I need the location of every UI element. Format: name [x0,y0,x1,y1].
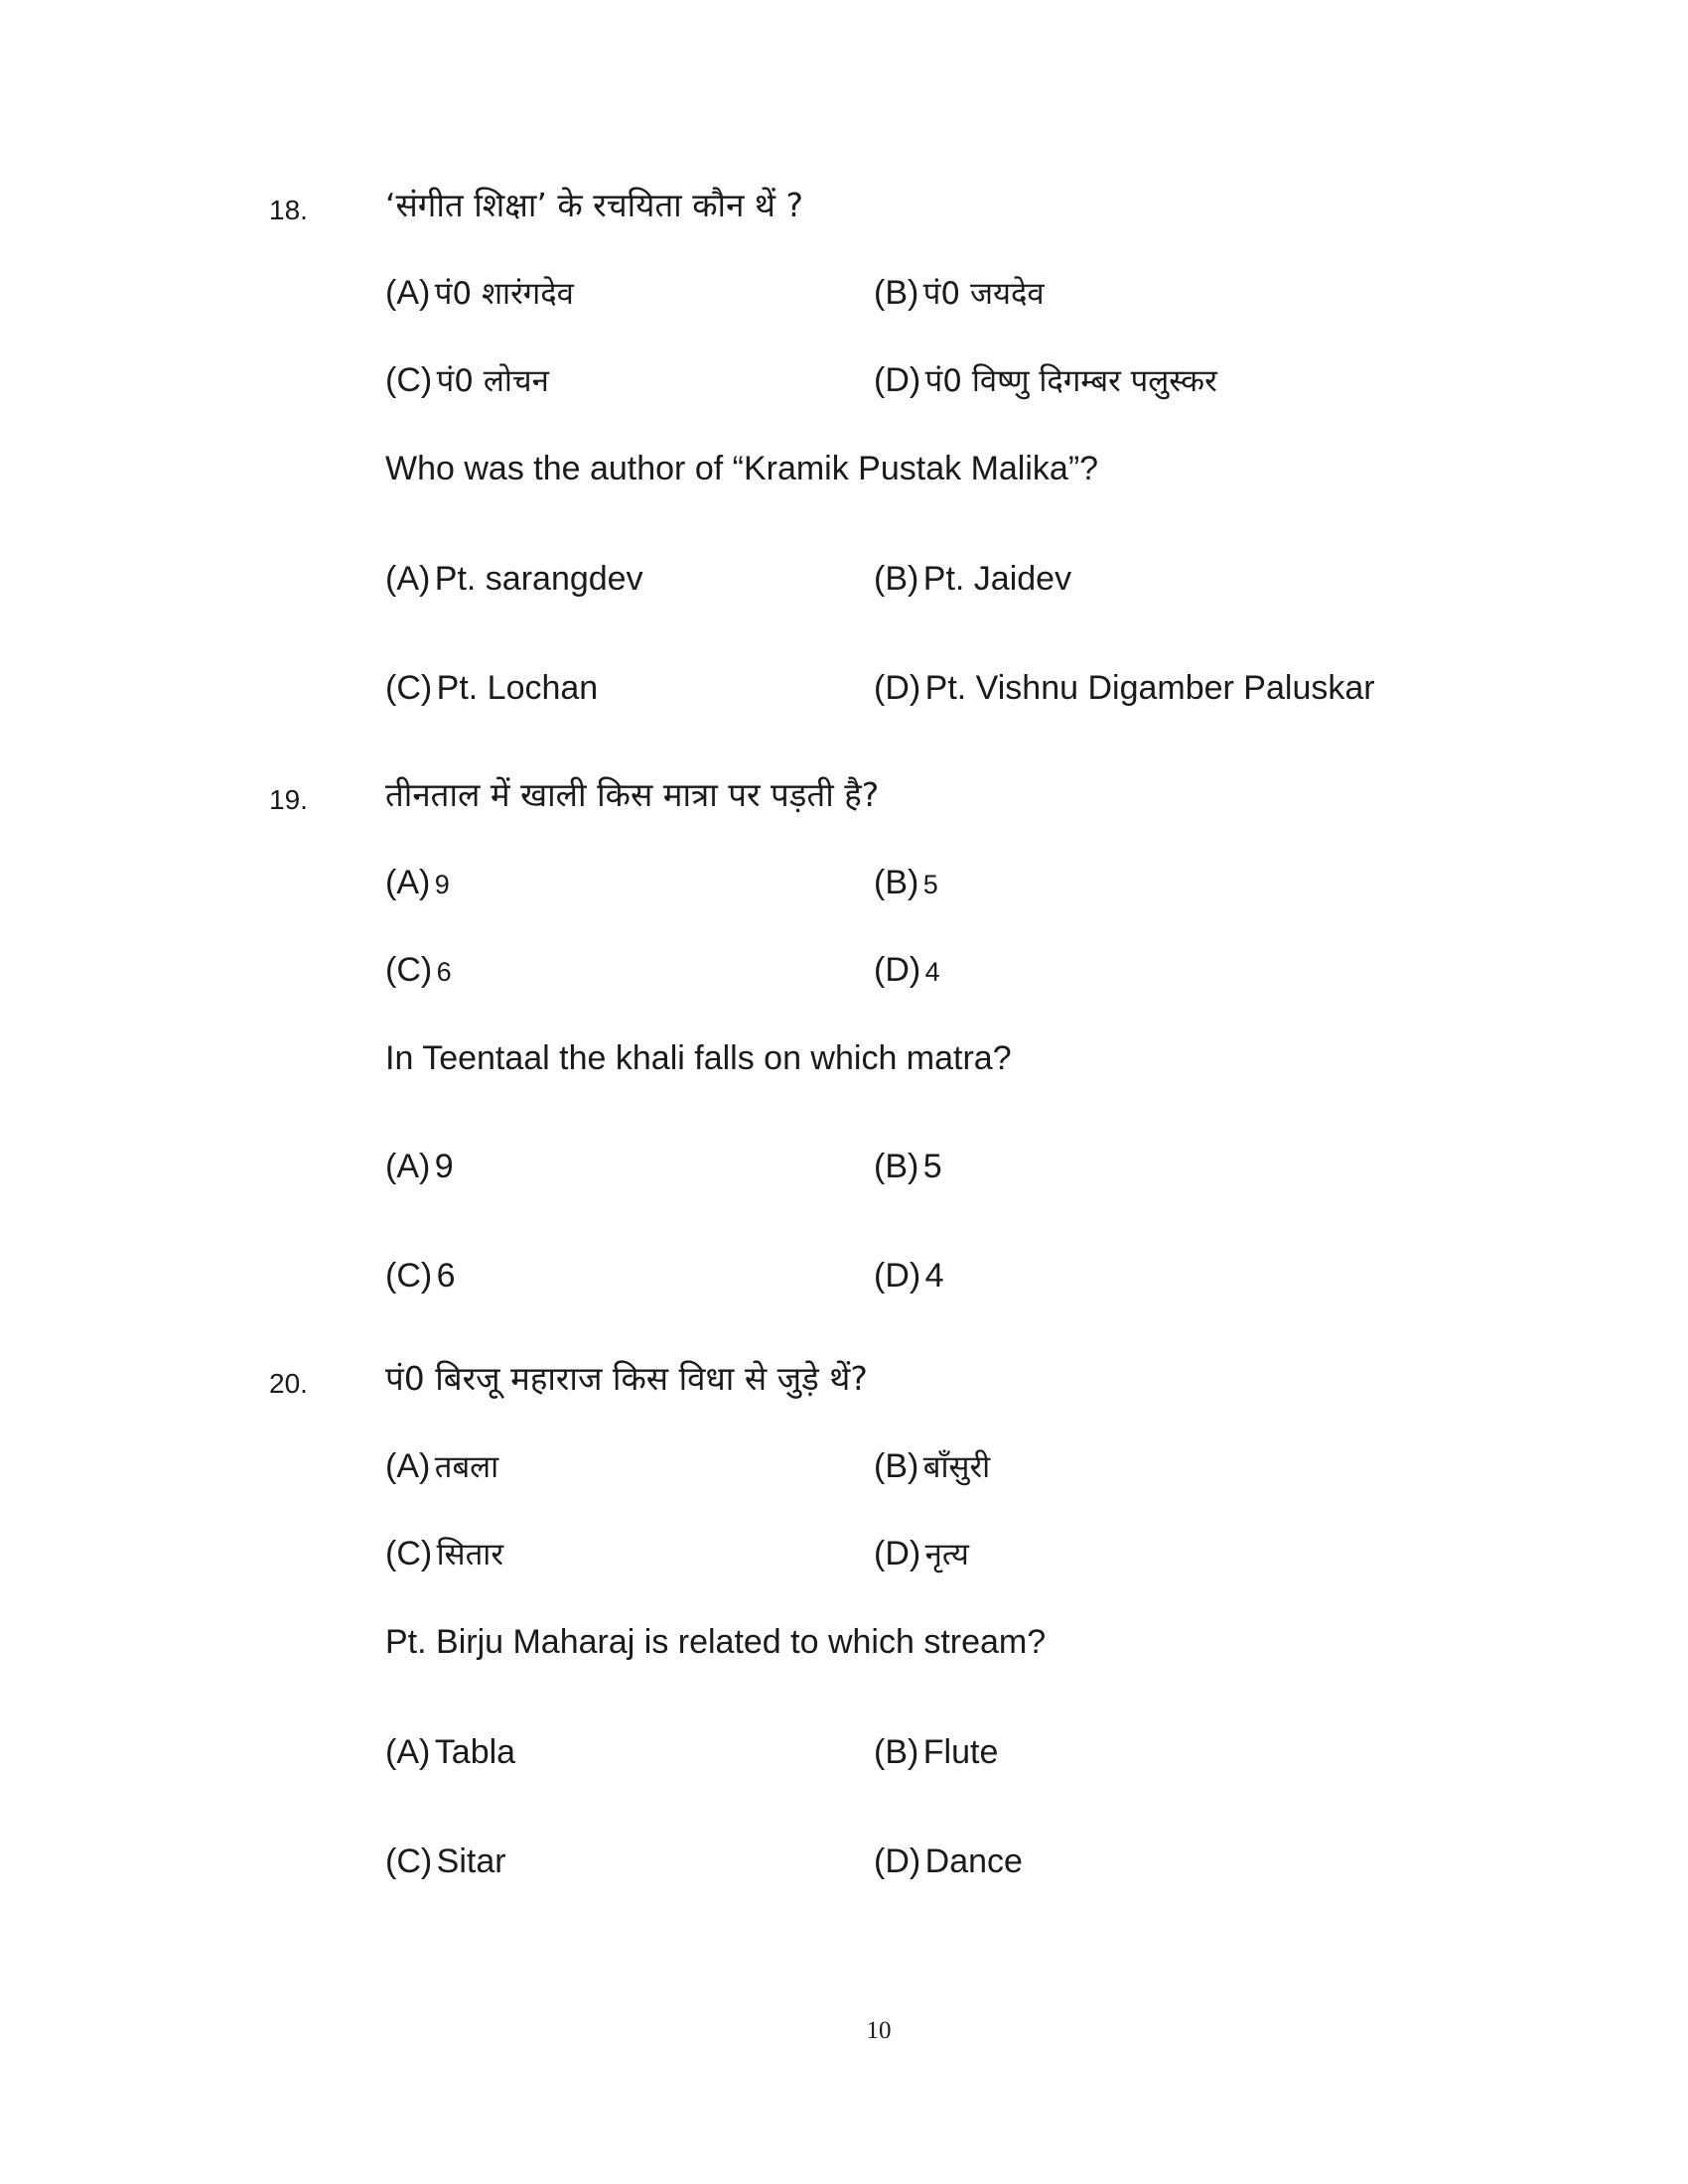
option-text: Sitar [436,1843,506,1880]
question-number: 19. [269,784,308,815]
option-text: पं0 लोचन [436,363,549,399]
option-label: (D) [874,1843,921,1880]
option-text: 4 [924,1257,944,1295]
option-text: 5 [922,1148,942,1185]
option-text: Pt. sarangdev [434,560,643,598]
option-label: (D) [874,669,921,707]
question-text-hindi: तीनताल में खाली किस मात्रा पर पड़ती है? [385,775,880,814]
option-a-hindi [385,1449,498,1483]
option-b-hindi [874,276,1045,310]
option-text: Dance [924,1843,1023,1880]
option-label: (C) [385,669,433,707]
option-label: (B) [874,1148,919,1185]
option-label: (C) [385,1843,433,1880]
option-text: पं0 शारंगदेव [434,276,574,312]
page-number: 10 [866,2017,892,2044]
option-a-english [385,1150,454,1183]
question-number: 20. [269,1368,308,1399]
option-d-hindi [874,953,940,987]
option-label: (A) [385,560,431,598]
question-text-hindi: पं0 बिरजू महाराज किस विधा से जुड़े थें? [385,1359,868,1398]
option-b-hindi [874,1449,990,1483]
option-label: (B) [874,1447,919,1485]
option-text: बाँसुरी [922,1449,991,1485]
option-text: Pt. Vishnu Digamber Paluskar [924,669,1375,707]
option-text: 9 [434,870,450,899]
option-label: (C) [385,1535,433,1572]
option-text: Flute [922,1733,999,1771]
option-b-english [874,562,1071,596]
option-d-english [874,1844,1023,1878]
option-label: (C) [385,361,433,399]
option-c-hindi [385,363,549,397]
question-text-english: Pt. Birju Maharaj is related to which stream? [385,1623,1047,1661]
question-text-english: In Teentaal the khali falls on which matra? [385,1039,1012,1077]
option-text: पं0 जयदेव [922,276,1045,312]
option-label: (C) [385,951,433,989]
option-c-hindi [385,1537,503,1570]
option-a-english [385,1735,515,1769]
option-b-english [874,1150,942,1183]
option-c-hindi [385,953,452,987]
option-label: (B) [874,274,919,312]
option-text: Pt. Lochan [436,669,599,707]
option-label: (A) [385,864,431,901]
option-label: (B) [874,1733,919,1771]
option-a-english [385,562,643,596]
option-c-english [385,1259,456,1293]
option-label: (A) [385,1148,431,1185]
option-label: (B) [874,560,919,598]
option-label: (B) [874,864,919,901]
option-label: (C) [385,1257,433,1295]
option-c-english [385,1844,506,1878]
option-label: (D) [874,1535,921,1572]
option-label: (A) [385,274,431,312]
option-a-hindi [385,276,574,310]
option-label: (A) [385,1447,431,1485]
option-b-english [874,1735,998,1769]
option-d-hindi [874,1537,969,1570]
option-d-english [874,1259,944,1293]
option-d-english [874,671,1375,705]
option-text: 6 [436,957,452,987]
option-d-hindi [874,363,1217,397]
option-c-english [385,671,598,705]
option-b-hindi [874,866,938,899]
question-text-english: Who was the author of “Kramik Pustak Malika”? [385,450,1099,487]
option-label: (D) [874,361,921,399]
option-label: (D) [874,951,921,989]
question-number: 18. [269,195,308,225]
option-text: Tabla [434,1733,516,1771]
option-text: सितार [436,1537,504,1572]
option-text: 9 [434,1148,454,1185]
option-label: (A) [385,1733,431,1771]
option-label: (D) [874,1257,921,1295]
option-text: पं0 विष्णु दिगम्बर पलुस्कर [924,363,1217,399]
option-text: तबला [434,1449,499,1485]
option-a-hindi [385,866,450,899]
option-text: नृत्य [924,1537,969,1572]
option-text: 5 [922,870,938,899]
option-text: 4 [924,957,940,987]
option-text: 6 [436,1257,456,1295]
option-text: Pt. Jaidev [922,560,1072,598]
question-text-hindi: ‘संगीत शिक्षा’ के रचयिता कौन थें ? [385,186,804,224]
